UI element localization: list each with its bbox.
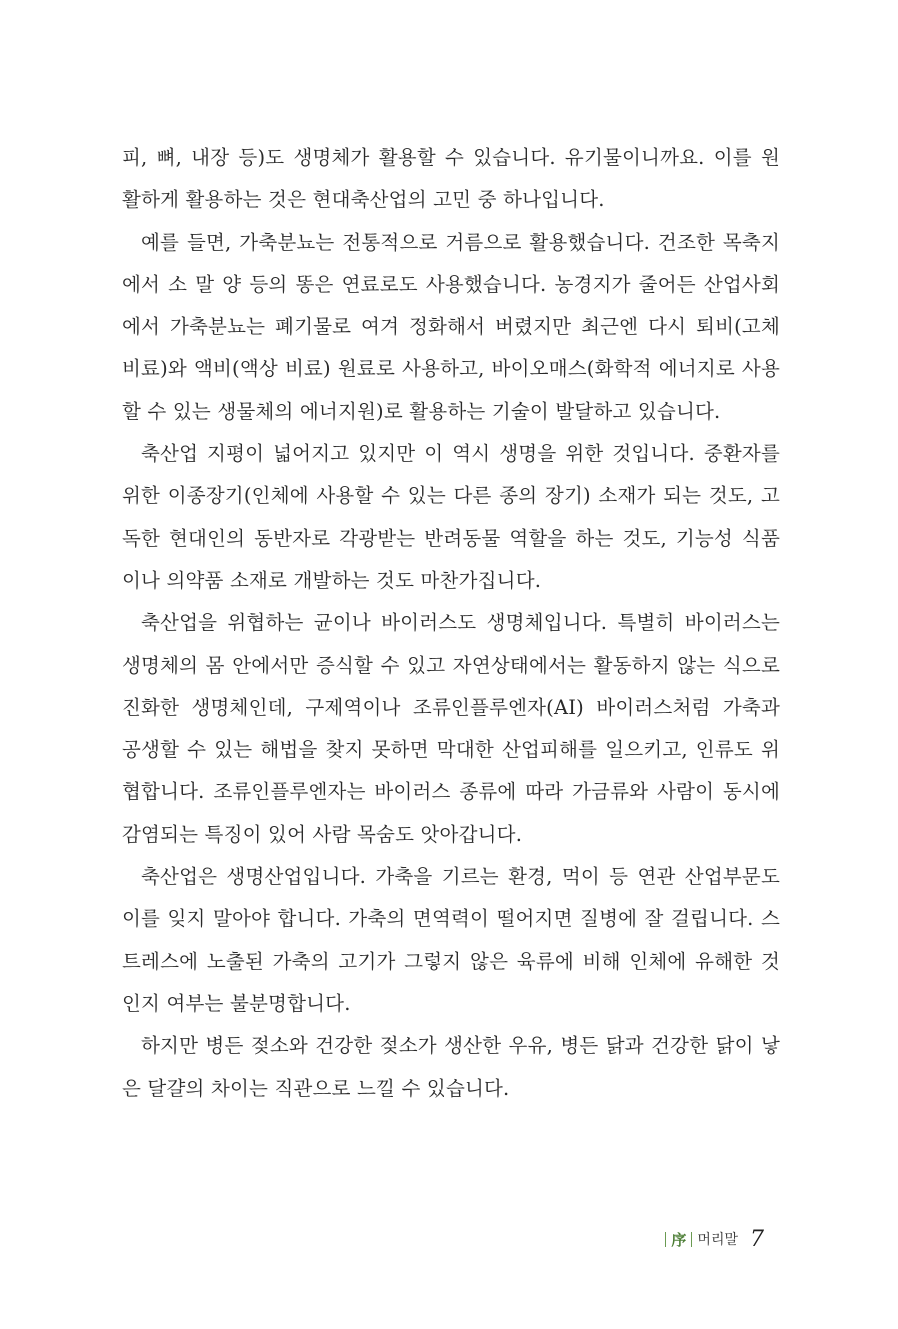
paragraph (122, 137, 780, 222)
text-line: 축산업 지평이 넓어지고 있지만 이 역시 생명을 위한 것입니다. 중환자를 (141, 442, 780, 466)
page-body (122, 137, 780, 1110)
paragraph (122, 856, 780, 1025)
text-line: 생명체의 몸 안에서만 증식할 수 있고 자연상태에서는 활동하지 않는 식으로 (122, 653, 780, 677)
text-line: 에서 가축분뇨는 폐기물로 여겨 정화해서 버렸지만 최근엔 다시 퇴비(고체 (122, 315, 780, 339)
text-line: 트레스에 노출된 가축의 고기가 그렇지 않은 육류에 비해 인체에 유해한 것 (122, 949, 780, 973)
text-line: 축산업을 위협하는 균이나 바이러스도 생명체입니다. 특별히 바이러스는 (141, 611, 780, 635)
text-line: 이나 의약품 소재로 개발하는 것도 마찬가집니다. (122, 568, 542, 592)
text-line: 축산업은 생명산업입니다. 가축을 기르는 환경, 먹이 등 연관 산업부문도 (141, 865, 780, 889)
text-line: 독한 현대인의 동반자로 각광받는 반려동물 역할을 하는 것도, 기능성 식품 (122, 526, 780, 550)
paragraph (122, 433, 780, 602)
paragraph (122, 1025, 780, 1110)
text-line: 하지만 병든 젖소와 건강한 젖소가 생산한 우유, 병든 닭과 건강한 닭이 낳 (141, 1034, 780, 1058)
text-line: 활하게 활용하는 것은 현대축산업의 고민 중 하나입니다. (122, 188, 605, 212)
paragraph (122, 222, 780, 433)
text-line: 감염되는 특징이 있어 사람 목숨도 앗아갑니다. (122, 822, 523, 846)
page-footer (660, 1224, 764, 1254)
text-line: 인지 여부는 불분명합니다. (122, 991, 351, 1015)
chapter-mark: 序 (671, 1230, 687, 1249)
text-line: 이를 잊지 말아야 합니다. 가축의 면역력이 떨어지면 질병에 잘 걸립니다. 스 (122, 907, 780, 931)
text-line: 에서 소 말 양 등의 똥은 연료로도 사용했습니다. 농경지가 줄어든 산업사회 (122, 272, 780, 296)
page-number: 7 (750, 1226, 764, 1252)
text-line: 할 수 있는 생물체의 에너지원)로 활용하는 기술이 발달하고 있습니다. (122, 399, 721, 423)
text-line: 공생할 수 있는 해법을 찾지 못하면 막대한 산업피해를 일으키고, 인류도 위 (122, 738, 780, 762)
text-line: 위한 이종장기(인체에 사용할 수 있는 다른 종의 장기) 소재가 되는 것도, 고 (122, 484, 780, 508)
paragraph (122, 602, 780, 856)
text-line: 협합니다. 조류인플루엔자는 바이러스 종류에 따라 가금류와 사람이 동시에 (122, 780, 780, 804)
text-line: 예를 들면, 가축분뇨는 전통적으로 거름으로 활용했습니다. 건조한 목축지 (141, 230, 780, 254)
text-line: 피, 뼈, 내장 등)도 생명체가 활용할 수 있습니다. 유기물이니까요. 이를 원 (122, 146, 780, 169)
text-line: 비료)와 액비(액상 비료) 원료로 사용하고, 바이오매스(화학적 에너지로 사용 (122, 357, 780, 381)
divider (691, 1232, 692, 1247)
section-title: 머리말 (697, 1232, 738, 1248)
text-line: 은 달걀의 차이는 직관으로 느낄 수 있습니다. (122, 1076, 510, 1100)
divider (665, 1232, 666, 1247)
text-line: 진화한 생명체인데, 구제역이나 조류인플루엔자(AI) 바이러스처럼 가축과 (122, 695, 780, 719)
